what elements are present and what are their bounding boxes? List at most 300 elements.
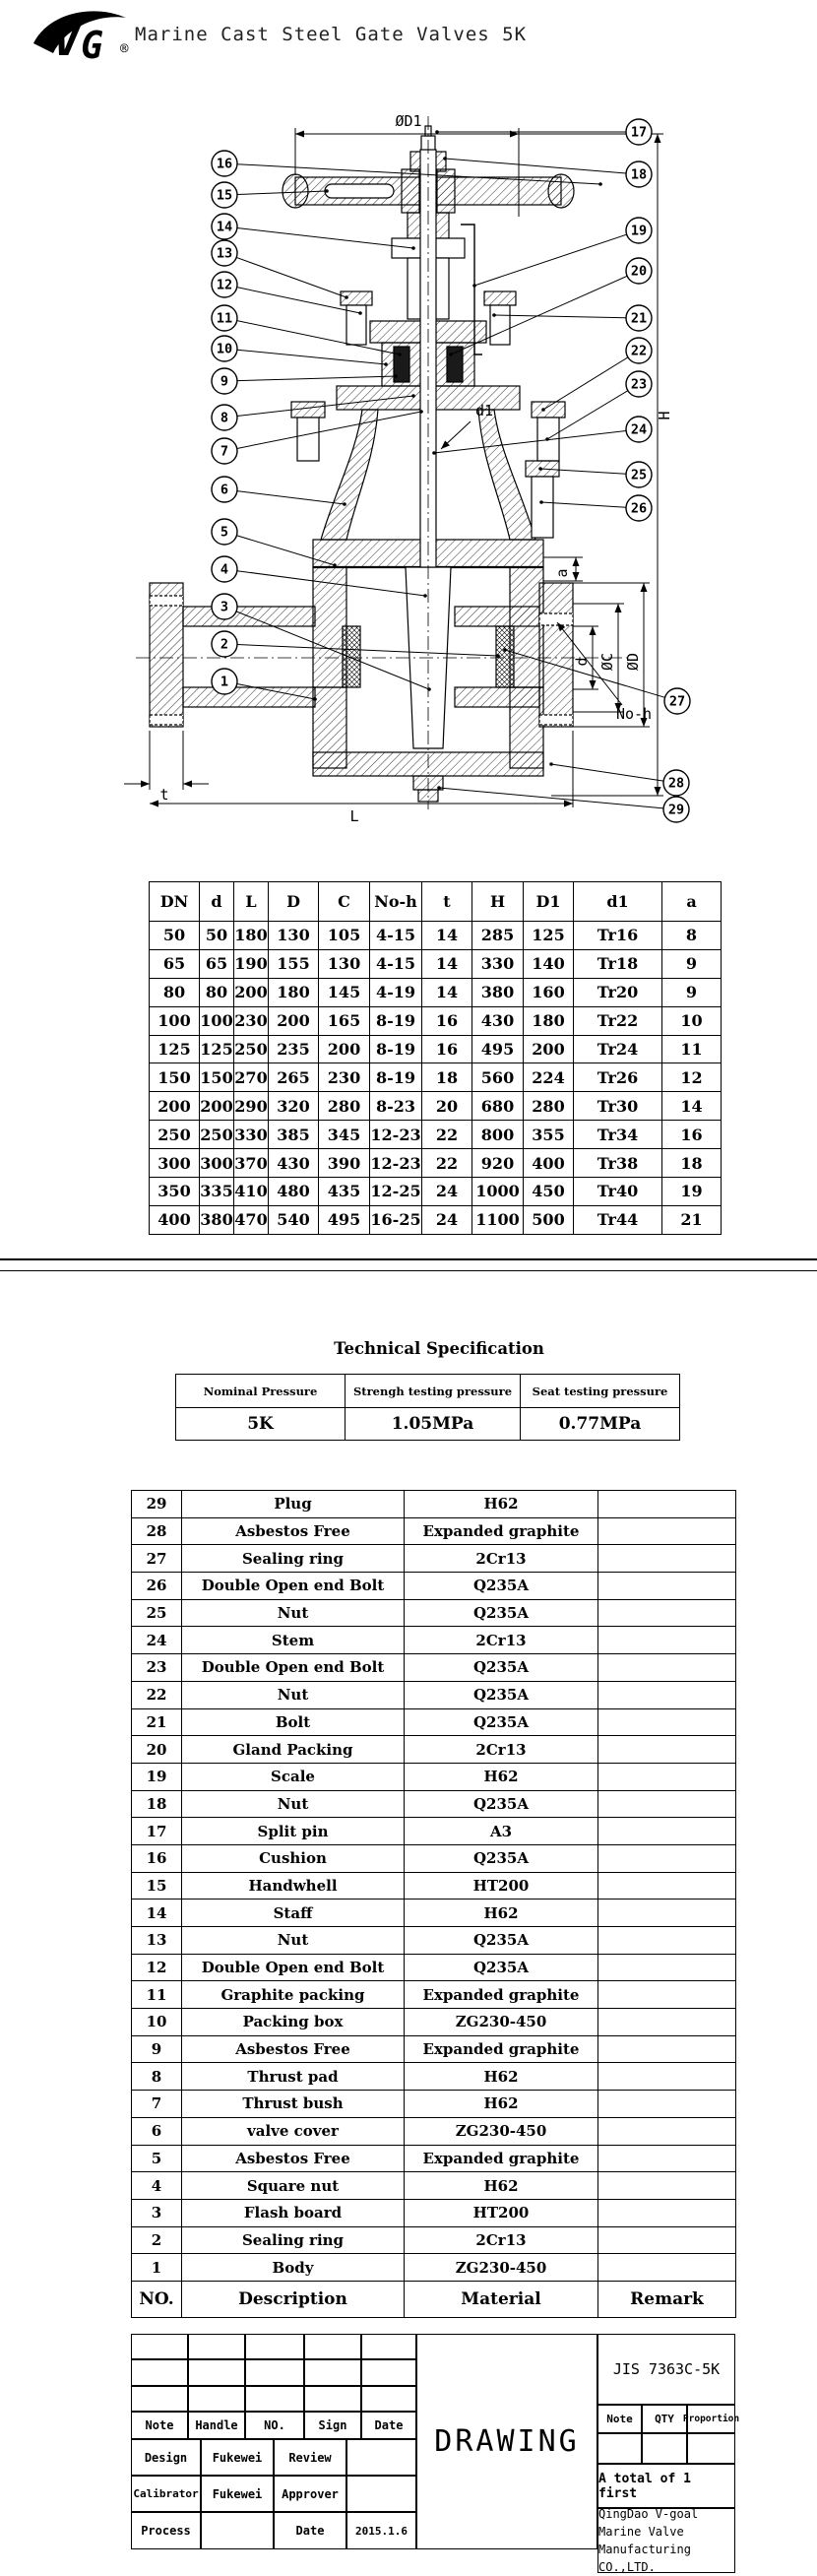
parts-cell [598,1872,736,1900]
dimension-cell: 16-25 [370,1205,422,1234]
dimension-cell: 125 [150,1035,200,1063]
parts-row [132,1844,736,1872]
dimension-cell: 250 [234,1035,269,1063]
valve-body-drawing [136,116,632,809]
callout-number: 1 [220,674,229,690]
qty-value-note [597,2433,642,2464]
dimension-table-row [150,1178,722,1206]
dimension-cell: 125 [524,922,574,950]
parts-cell [598,1981,736,2009]
dimension-cell: 200 [150,1092,200,1121]
spec-header-row [176,1375,680,1408]
dimension-cell: 50 [150,922,200,950]
dimension-header-cell: H [472,882,524,922]
parts-cell: 22 [132,1681,182,1708]
parts-cell: 2Cr13 [405,1545,598,1573]
dimension-cell: 300 [200,1149,234,1178]
dimension-cell: 250 [150,1121,200,1149]
label-h: H [656,411,673,420]
parts-cell: Packing box [182,2009,405,2036]
parts-row [132,1599,736,1627]
label-no-h: No-h [615,705,653,723]
dimension-header-cell: D1 [524,882,574,922]
dimension-cell: 355 [524,1121,574,1149]
dimension-cell: 285 [472,922,524,950]
callout-leader [236,257,346,297]
parts-cell: 21 [132,1708,182,1736]
parts-cell: Asbestos Free [182,1517,405,1545]
leader-dot [432,451,436,455]
leader-dot [503,648,507,652]
dimension-cell: 21 [662,1205,722,1234]
approval-col-handle: Handle [188,2412,245,2439]
dimension-cell: 16 [422,1006,472,1035]
parts-row [132,1763,736,1790]
dimension-cell: 270 [234,1063,269,1092]
qty-header-note: Note [597,2405,642,2433]
callout-leader [237,412,421,448]
parts-cell: Double Open end Bolt [182,1573,405,1600]
callout-leader [474,234,627,286]
parts-row [132,1681,736,1708]
approval-empty-cell [188,2386,245,2412]
parts-cell: HT200 [405,1872,598,1900]
dimension-cell: 400 [150,1205,200,1234]
callout-number: 2 [220,636,229,653]
leader-dot [496,654,500,658]
leader-dot [419,410,423,414]
parts-cell: Expanded graphite [405,2145,598,2172]
parts-row [132,2226,736,2254]
dimension-cell: 920 [472,1149,524,1178]
dimension-cell: 100 [150,1006,200,1035]
parts-row [132,1736,736,1764]
callout-number: 13 [216,245,233,262]
parts-cell: H62 [405,1900,598,1927]
dimension-table-row [150,978,722,1006]
calibrator-name: Fukewei [201,2476,274,2512]
leader-dot [492,313,496,317]
parts-row [132,1545,736,1573]
approval-empty-cell [131,2334,188,2359]
callout-number: 10 [216,341,233,357]
callout-17 [435,119,652,145]
approval-empty-cell [361,2334,416,2359]
callout-leader [237,645,498,656]
dimension-cell: 800 [472,1121,524,1149]
dimension-cell: 390 [319,1149,370,1178]
dimension-table-row [150,1092,722,1121]
dimension-table-header-row [150,882,722,922]
dimension-cell: 100 [200,1006,234,1035]
dimension-cell: 450 [524,1178,574,1206]
parts-cell: 17 [132,1818,182,1845]
callout-number: 14 [216,219,233,235]
callout-number: 9 [220,373,229,390]
parts-cell [598,2091,736,2118]
dimension-cell: 11 [662,1035,722,1063]
leader-dot [411,394,415,398]
parts-cell [598,1573,736,1600]
leader-dot [427,687,431,691]
dimension-cell: 125 [200,1035,234,1063]
label-phi-c: ØC [598,652,616,672]
dimension-cell: 330 [472,949,524,978]
spec-table-grid [175,1374,680,1441]
parts-cell: 6 [132,2117,182,2145]
company-name [597,2508,735,2573]
parts-row [132,1790,736,1818]
dimension-cell: 4-19 [370,978,422,1006]
dimension-table-row [150,1205,722,1234]
dimension-cell: 16 [422,1035,472,1063]
qty-value-proportion [687,2433,735,2464]
dimension-cell: Tr16 [574,922,662,950]
dimension-cell: 65 [200,949,234,978]
parts-cell: Nut [182,1790,405,1818]
qty-header-qty: QTY [642,2405,687,2433]
dimension-header-cell: D [269,882,319,922]
parts-row [132,2254,736,2282]
parts-cell: Asbestos Free [182,2145,405,2172]
parts-cell: Split pin [182,1818,405,1845]
seat-ring-left [343,626,360,687]
callout-leader [237,376,396,381]
parts-cell: 11 [132,1981,182,2009]
dimension-cell: Tr24 [574,1035,662,1063]
dimension-cell: 80 [200,978,234,1006]
leader-dot [449,353,453,356]
approval-empty-cell [188,2334,245,2359]
parts-cell [598,2172,736,2200]
callout-number: 12 [216,277,233,293]
callout-number: 21 [630,310,648,327]
page-title: Marine Cast Steel Gate Valves 5K [135,24,528,45]
dimension-table-row [150,1006,722,1035]
dimension-cell: 4-15 [370,949,422,978]
parts-row [132,1491,736,1518]
dimension-cell: 22 [422,1121,472,1149]
parts-footer-header-cell: Description [182,2281,405,2317]
parts-cell: Scale [182,1763,405,1790]
parts-cell: Stem [182,1627,405,1654]
leader-dot [541,408,545,412]
spec-header-cell: Nominal Pressure [176,1375,346,1408]
leader-dot [333,563,337,567]
valve-cross-section-diagram [0,59,817,847]
dimension-cell: 14 [422,949,472,978]
leader-dot [411,246,415,250]
dimension-cell: Tr26 [574,1063,662,1092]
callout-leader [237,227,413,248]
parts-cell: Double Open end Bolt [182,1654,405,1682]
spec-value-cell: 5K [176,1408,346,1441]
company-name-line2: Manufacturing CO.,LTD. [598,2543,691,2574]
dimension-cell: 330 [234,1121,269,1149]
parts-cell: Thrust pad [182,2063,405,2091]
parts-cell: HT200 [405,2199,598,2226]
parts-cell: Graphite packing [182,1981,405,2009]
label-d1: d1 [474,402,494,419]
review-value [346,2439,416,2476]
dimension-cell: 8-19 [370,1006,422,1035]
dimension-cell: 155 [269,949,319,978]
dimension-cell: 480 [269,1178,319,1206]
process-date-value: 2015.1.6 [346,2512,416,2549]
parts-cell: 18 [132,1790,182,1818]
leader-dot [437,786,441,790]
parts-cell: Staff [182,1900,405,1927]
callout-29 [437,786,689,822]
approval-empty-cell [361,2386,416,2412]
dimension-cell: 435 [319,1178,370,1206]
parts-cell: 16 [132,1844,182,1872]
callout-leader [237,350,386,364]
callout-14 [212,214,415,250]
parts-cell [598,1708,736,1736]
standard-number: JIS 7363C-5K [597,2334,735,2405]
parts-cell: 25 [132,1599,182,1627]
parts-list-table [131,1490,736,2318]
parts-cell: Nut [182,1927,405,1955]
approval-empty-cell [188,2359,245,2386]
dimension-cell: 24 [422,1178,472,1206]
parts-cell: Nut [182,1681,405,1708]
parts-cell [598,2226,736,2254]
parts-row [132,1654,736,1682]
parts-cell: Expanded graphite [405,1517,598,1545]
drawing-title: DRAWING [416,2334,597,2549]
dimension-cell: 1000 [472,1178,524,1206]
callout-number: 22 [630,343,648,359]
dimension-cell: Tr22 [574,1006,662,1035]
parts-row [132,1627,736,1654]
dimension-cell: 14 [662,1092,722,1121]
leader-dot [358,311,362,315]
dimension-cell: 8 [662,922,722,950]
leader-dot [539,500,543,504]
parts-table-grid [131,1490,736,2318]
dimension-header-cell: L [234,882,269,922]
dimension-table-row [150,922,722,950]
calibrator-label: Calibrator [131,2476,201,2512]
callout-20 [449,258,652,356]
parts-footer-header-cell: Remark [598,2281,736,2317]
dimension-cell: Tr40 [574,1178,662,1206]
callout-number: 19 [630,223,648,239]
spec-value-row [176,1408,680,1441]
callout-leader [445,159,626,173]
registered-mark: ® [120,41,129,57]
leader-dot [343,502,346,506]
parts-cell: 27 [132,1545,182,1573]
design-label: Design [131,2439,201,2476]
dimension-cell: 495 [472,1035,524,1063]
technical-specification-table [175,1374,680,1441]
parts-cell: Plug [182,1491,405,1518]
parts-row [132,1818,736,1845]
dimension-header-cell: d1 [574,882,662,922]
parts-cell: ZG230-450 [405,2117,598,2145]
callout-number: 26 [630,500,648,517]
callout-28 [549,762,689,796]
parts-cell: Nut [182,1599,405,1627]
dimension-cell: 300 [150,1149,200,1178]
callout-number: 29 [667,802,685,818]
parts-cell: ZG230-450 [405,2009,598,2036]
parts-cell: Handwhell [182,1872,405,1900]
callout-6 [212,477,346,506]
parts-cell [598,1900,736,1927]
leader-dot [443,157,447,161]
spec-value-cell: 0.77MPa [521,1408,680,1441]
dimension-cell: 200 [319,1035,370,1063]
callout-number: 25 [630,467,648,483]
parts-cell: 3 [132,2199,182,2226]
parts-cell: 14 [132,1900,182,1927]
parts-row [132,1573,736,1600]
separator-line-thick [0,1258,817,1260]
parts-row [132,1872,736,1900]
parts-cell: Q235A [405,1681,598,1708]
dimension-cell: 400 [524,1149,574,1178]
parts-cell [598,1763,736,1790]
dimension-cell: 18 [422,1063,472,1092]
parts-footer-header-row [132,2281,736,2317]
design-name: Fukewei [201,2439,274,2476]
dimension-cell: 200 [524,1035,574,1063]
leader-dot [345,295,348,299]
parts-cell: 23 [132,1654,182,1682]
callout-number: 20 [630,263,648,280]
parts-cell [598,1736,736,1764]
dimension-cell: Tr44 [574,1205,662,1234]
callout-leader [439,788,663,808]
dimension-cell: Tr38 [574,1149,662,1178]
parts-cell: Q235A [405,1708,598,1736]
dimension-cell: 9 [662,978,722,1006]
parts-cell [598,2145,736,2172]
dimension-cell: 470 [234,1205,269,1234]
dimension-cell: 150 [150,1063,200,1092]
parts-cell: Q235A [405,1573,598,1600]
dimension-cell: 8-19 [370,1035,422,1063]
dimension-cell: 235 [269,1035,319,1063]
spec-value-cell: 1.05MPa [346,1408,521,1441]
parts-cell: Q235A [405,1599,598,1627]
callout-number: 3 [220,599,229,615]
dimension-cell: 180 [234,922,269,950]
leader-dot [435,130,439,134]
dimension-cell: 230 [234,1006,269,1035]
dimension-cell: 22 [422,1149,472,1178]
parts-cell: Sealing ring [182,1545,405,1573]
parts-cell [598,2117,736,2145]
parts-cell: 5 [132,2145,182,2172]
callout-26 [539,495,652,521]
dimension-cell: 4-15 [370,922,422,950]
parts-cell [598,1545,736,1573]
parts-row [132,2117,736,2145]
vg-logo [30,4,133,63]
parts-cell: 26 [132,1573,182,1600]
dimension-cell: 200 [269,1006,319,1035]
label-t: t [159,786,169,804]
callout-leader [541,502,626,507]
parts-cell: 15 [132,1872,182,1900]
parts-cell: Q235A [405,1844,598,1872]
dimension-cell: 105 [319,922,370,950]
parts-cell: valve cover [182,2117,405,2145]
parts-cell: Expanded graphite [405,2035,598,2063]
dimension-header-cell: C [319,882,370,922]
parts-cell: H62 [405,1763,598,1790]
dimension-cell: 20 [422,1092,472,1121]
total-note: A total of 1 first [597,2464,735,2508]
parts-footer-header-cell: NO. [132,2281,182,2317]
dimension-cell: 380 [200,1205,234,1234]
parts-cell: 24 [132,1627,182,1654]
dimension-cell: Tr18 [574,949,662,978]
parts-cell: 2Cr13 [405,1627,598,1654]
leader-dot [313,697,317,701]
approval-empty-cell [304,2359,361,2386]
parts-row [132,2091,736,2118]
parts-row [132,1708,736,1736]
dimension-cell: 80 [150,978,200,1006]
callout-number: 7 [220,443,229,460]
dimension-cell: 19 [662,1178,722,1206]
dimension-cell: 65 [150,949,200,978]
parts-footer-header-cell: Material [405,2281,598,2317]
leader-dot [538,467,542,471]
dimension-header-cell: a [662,882,722,922]
parts-cell: Thrust bush [182,2091,405,2118]
parts-cell: H62 [405,1491,598,1518]
dimension-cell: 345 [319,1121,370,1149]
parts-cell [598,1491,736,1518]
callout-number: 27 [668,693,686,710]
parts-cell [598,1654,736,1682]
parts-cell [598,2199,736,2226]
approval-empty-cell [304,2334,361,2359]
dimension-cell: 8-23 [370,1092,422,1121]
label-l: L [349,807,359,825]
parts-cell: H62 [405,2063,598,2091]
dimension-cell: 150 [200,1063,234,1092]
parts-cell: Sealing ring [182,2226,405,2254]
callout-number: 11 [216,310,233,327]
dimension-cell: 8-19 [370,1063,422,1092]
dimension-cell: 12 [662,1063,722,1092]
dimension-header-cell: DN [150,882,200,922]
dimension-cell: 430 [269,1149,319,1178]
approval-empty-cell [304,2386,361,2412]
callout-number: 4 [220,561,229,578]
parts-cell [598,1954,736,1981]
parts-cell: 1 [132,2254,182,2282]
dimension-cell: 320 [269,1092,319,1121]
leader-dot [394,374,398,378]
parts-row [132,2199,736,2226]
parts-cell: Q235A [405,1954,598,1981]
dimension-cell: 265 [269,1063,319,1092]
parts-cell [598,1818,736,1845]
dimension-cell: 495 [319,1205,370,1234]
parts-row [132,1954,736,1981]
approval-col-note: Note [131,2412,188,2439]
dimension-cell: 350 [150,1178,200,1206]
